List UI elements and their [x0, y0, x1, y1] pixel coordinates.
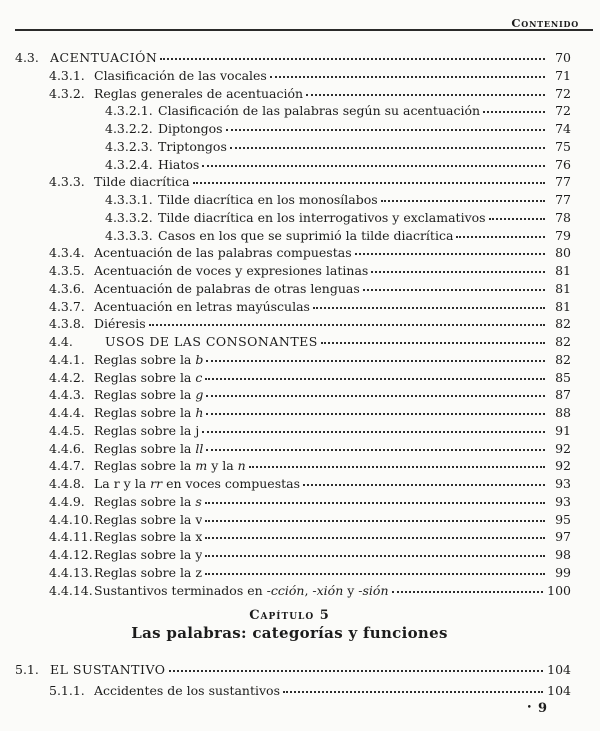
toc-entry-page-number: 97	[555, 529, 571, 545]
toc-entry-number: 4.3.1.	[49, 67, 85, 83]
toc-entry-number: 4.4.6.	[49, 440, 85, 456]
toc-entry-title: Diéresis	[94, 316, 146, 332]
toc-entry-title: Reglas sobre la y	[94, 547, 203, 562]
toc-entry-title: USOS DE LAS CONSONANTES	[105, 334, 318, 349]
toc-entry	[15, 511, 571, 529]
toc-entry-page-number: 104	[547, 683, 571, 698]
toc-entry-number: 5.1.	[15, 662, 39, 677]
toc-entry-page-number: 80	[555, 245, 571, 261]
page-footer	[527, 701, 547, 716]
toc-entry-number: 4.3.3.3.	[105, 227, 153, 243]
toc-entry	[15, 49, 571, 67]
toc-section-chapter5	[15, 659, 571, 701]
dot-leader	[160, 58, 545, 60]
dot-leader	[202, 431, 545, 433]
toc-entry-number: 4.3.	[15, 50, 39, 65]
toc-entry-title: Hiatos	[158, 156, 200, 172]
toc-entry-page-number: 93	[555, 493, 571, 509]
toc-entry	[15, 315, 571, 333]
toc-entry-title: EL SUSTANTIVO	[50, 662, 166, 677]
toc-entry-number: 4.4.5.	[49, 422, 85, 438]
toc-entry	[15, 85, 571, 103]
toc-entry	[15, 156, 571, 174]
toc-entry-number: 4.3.2.	[49, 85, 85, 101]
toc-entry-page-number: 75	[555, 138, 571, 154]
running-head: Contenido	[511, 15, 579, 30]
toc-entry-page-number: 92	[555, 458, 571, 474]
toc-entry-number: 4.4.7.	[49, 458, 85, 474]
toc-entry-title: Reglas sobre la m y la n	[94, 458, 246, 474]
toc-entry-title: Reglas sobre la s	[94, 493, 202, 509]
toc-entry-page-number: 81	[555, 298, 571, 314]
toc-entry	[15, 404, 571, 422]
toc-entry-number: 4.4.1.	[49, 351, 85, 367]
toc-entry-page-number: 77	[555, 192, 571, 207]
toc-entry	[15, 244, 571, 262]
toc-entry-number: 4.3.3.	[49, 174, 85, 190]
dot-leader	[206, 360, 545, 362]
toc-entry-page-number: 82	[555, 334, 571, 349]
toc-entry	[15, 369, 571, 387]
dot-leader	[230, 147, 545, 149]
toc-entry-number: 4.4.9.	[49, 493, 85, 509]
toc-entry-number: 4.3.6.	[49, 280, 85, 296]
toc-entry-page-number: 82	[555, 351, 571, 367]
toc-entry-number: 4.4.14.	[49, 582, 93, 598]
page-header	[15, 0, 593, 31]
toc-entry-page-number: 72	[555, 85, 571, 101]
dot-leader	[206, 449, 545, 451]
dot-leader	[169, 670, 544, 672]
dot-leader	[483, 111, 545, 113]
dot-leader	[363, 289, 545, 291]
dot-leader	[313, 307, 545, 309]
toc-entry	[15, 351, 571, 369]
toc-entry-title: Acentuación de las palabras compuestas	[94, 245, 352, 261]
toc-entry-number: 5.1.1.	[49, 683, 85, 698]
dot-leader	[206, 413, 545, 415]
toc-entry-page-number: 81	[555, 280, 571, 296]
toc-entry-title: ACENTUACIÓN	[50, 50, 158, 65]
toc-entry-number: 4.3.2.1.	[105, 103, 153, 119]
toc-entry	[15, 298, 571, 316]
dot-leader	[456, 236, 545, 238]
toc-entry	[15, 440, 571, 458]
toc-entry	[15, 67, 571, 85]
toc-entry-title: Reglas sobre la h	[94, 405, 204, 420]
toc-entry	[15, 475, 571, 493]
toc-entry-title: Clasificación de las vocales	[94, 67, 267, 83]
dot-leader	[283, 691, 543, 693]
toc-entry	[15, 209, 571, 227]
toc-entry	[15, 191, 571, 209]
toc-entry	[15, 422, 571, 440]
toc-entry-page-number: 100	[547, 582, 571, 598]
toc-entry-page-number: 88	[555, 405, 571, 420]
toc-entry-number: 4.4.8.	[49, 476, 85, 491]
toc-entry	[15, 262, 571, 280]
toc-entry-number: 4.4.3.	[49, 387, 85, 403]
toc-entry-page-number: 92	[555, 440, 571, 456]
chapter-title: Las palabras: categorías y funciones	[131, 624, 448, 642]
dot-leader	[371, 271, 545, 273]
chapter-number-label: Capítulo 5	[249, 608, 330, 623]
dot-leader	[392, 591, 544, 593]
toc-entry-page-number: 87	[555, 387, 571, 403]
toc-entry-title: Acentuación en letras mayúsculas	[94, 298, 310, 314]
toc-entry-number: 4.4.12.	[49, 547, 93, 562]
toc-entry	[15, 386, 571, 404]
toc-entry-title: Reglas sobre la v	[94, 511, 203, 527]
toc-entry-title: Acentuación de voces y expresiones latinas	[94, 263, 369, 278]
toc-entry-number: 4.3.5.	[49, 263, 85, 278]
toc-entry-title: Acentuación de palabras de otras lenguas	[94, 280, 360, 296]
toc-entry	[15, 659, 571, 680]
toc-entry-number: 4.4.4.	[49, 405, 85, 420]
toc-entry-title: Reglas sobre la c	[94, 369, 203, 385]
toc-entry-page-number: 70	[555, 50, 571, 65]
toc-entry-page-number: 85	[555, 369, 571, 385]
toc-entry-number: 4.4.2.	[49, 369, 85, 385]
toc-entry-title: Tilde diacrítica	[94, 174, 190, 190]
toc-entry	[15, 227, 571, 245]
toc-entry-number: 4.4.10.	[49, 511, 93, 527]
toc-entry	[15, 457, 571, 475]
dot-leader	[205, 502, 545, 504]
toc-entry-page-number: 79	[555, 227, 571, 243]
toc-entry	[15, 582, 571, 600]
toc-entry-title: Reglas sobre la z	[94, 564, 202, 580]
toc-entry-title: Sustantivos terminados en -cción, -xión y -sión	[94, 582, 389, 598]
toc-entry-page-number: 76	[555, 156, 571, 172]
toc-entry-title: Reglas sobre la g	[94, 387, 204, 403]
toc-entry	[15, 280, 571, 298]
toc-entry	[15, 333, 571, 351]
toc-entry-number: 4.3.8.	[49, 316, 85, 332]
dot-leader	[249, 466, 545, 468]
toc-entry-title: Tilde diacrítica en los interrogativos y exclamativos	[158, 209, 486, 225]
chapter-heading	[15, 608, 592, 642]
dot-leader	[355, 253, 545, 255]
toc-entry-page-number: 72	[555, 103, 571, 119]
toc-entry-title: Accidentes de los sustantivos	[94, 683, 280, 698]
toc-entry	[15, 102, 571, 120]
toc-entry-title: Reglas sobre la x	[94, 529, 203, 545]
dot-leader	[205, 573, 545, 575]
toc-entry-page-number: 77	[555, 174, 571, 190]
toc-entry-number: 4.3.3.1.	[105, 192, 153, 207]
toc-entry	[15, 173, 571, 191]
toc-entry	[15, 138, 571, 156]
dot-leader	[270, 76, 545, 78]
dot-leader	[321, 342, 545, 344]
toc-entry-title: Tilde diacrítica en los monosílabos	[158, 192, 378, 207]
dot-leader	[303, 484, 545, 486]
toc-entry-title: Clasificación de las palabras según su acentuación	[158, 103, 481, 119]
toc-entry-title: Reglas sobre la j	[94, 422, 200, 438]
toc-entry-number: 4.3.2.4.	[105, 156, 153, 172]
toc-entry-title: Diptongos	[158, 121, 223, 136]
toc-entry-title: Reglas sobre la b	[94, 351, 204, 367]
toc-entry-title: Reglas sobre la ll	[94, 440, 204, 456]
dot-leader	[226, 129, 545, 131]
dot-leader	[205, 520, 545, 522]
toc-entry-page-number: 81	[555, 263, 571, 278]
toc-entry-page-number: 93	[555, 476, 571, 491]
toc-entry-title: La r y la rr en voces compuestas	[94, 476, 300, 491]
folio-page-number: 9	[537, 701, 547, 716]
dot-leader	[202, 165, 545, 167]
dot-leader	[205, 537, 545, 539]
toc-entry-number: 4.3.4.	[49, 245, 85, 261]
dot-leader	[381, 200, 545, 202]
toc-entry-number: 4.3.7.	[49, 298, 85, 314]
toc-entry-page-number: 99	[555, 564, 571, 580]
toc-entry-number: 4.4.11.	[49, 529, 93, 545]
dot-leader	[205, 378, 545, 380]
toc-entry-page-number: 78	[555, 209, 571, 225]
dot-leader	[149, 324, 545, 326]
toc-entry-number: 4.3.3.2.	[105, 209, 153, 225]
dot-leader	[489, 218, 545, 220]
toc-entry-page-number: 71	[555, 67, 571, 83]
toc-entry	[15, 680, 571, 701]
toc-entry-page-number: 95	[555, 511, 571, 527]
toc-entry	[15, 528, 571, 546]
dot-leader	[193, 182, 545, 184]
toc-entry-number: 4.4.	[49, 334, 73, 349]
toc-entry-number: 4.3.2.3.	[105, 138, 153, 154]
toc-entry	[15, 120, 571, 138]
toc-entry-number: 4.3.2.2.	[105, 121, 153, 136]
toc-entry-page-number: 91	[555, 422, 571, 438]
dot-leader	[206, 395, 545, 397]
toc-entry-page-number: 74	[555, 121, 571, 136]
toc-section-chapter4	[15, 49, 571, 599]
footer-bullet-icon: •	[526, 703, 532, 713]
toc-entry-title: Casos en los que se suprimió la tilde diacrítica	[158, 227, 454, 243]
toc-entry-page-number: 98	[555, 547, 571, 562]
toc-entry-number: 4.4.13.	[49, 564, 93, 580]
toc-entry-title: Reglas generales de acentuación	[94, 85, 304, 101]
toc-entry-page-number: 104	[547, 662, 571, 677]
toc-entry	[15, 546, 571, 564]
toc-entry-page-number: 82	[555, 316, 571, 332]
toc-entry	[15, 564, 571, 582]
toc-entry	[15, 493, 571, 511]
dot-leader	[306, 94, 545, 96]
dot-leader	[205, 555, 545, 557]
toc-entry-title: Triptongos	[158, 138, 227, 154]
